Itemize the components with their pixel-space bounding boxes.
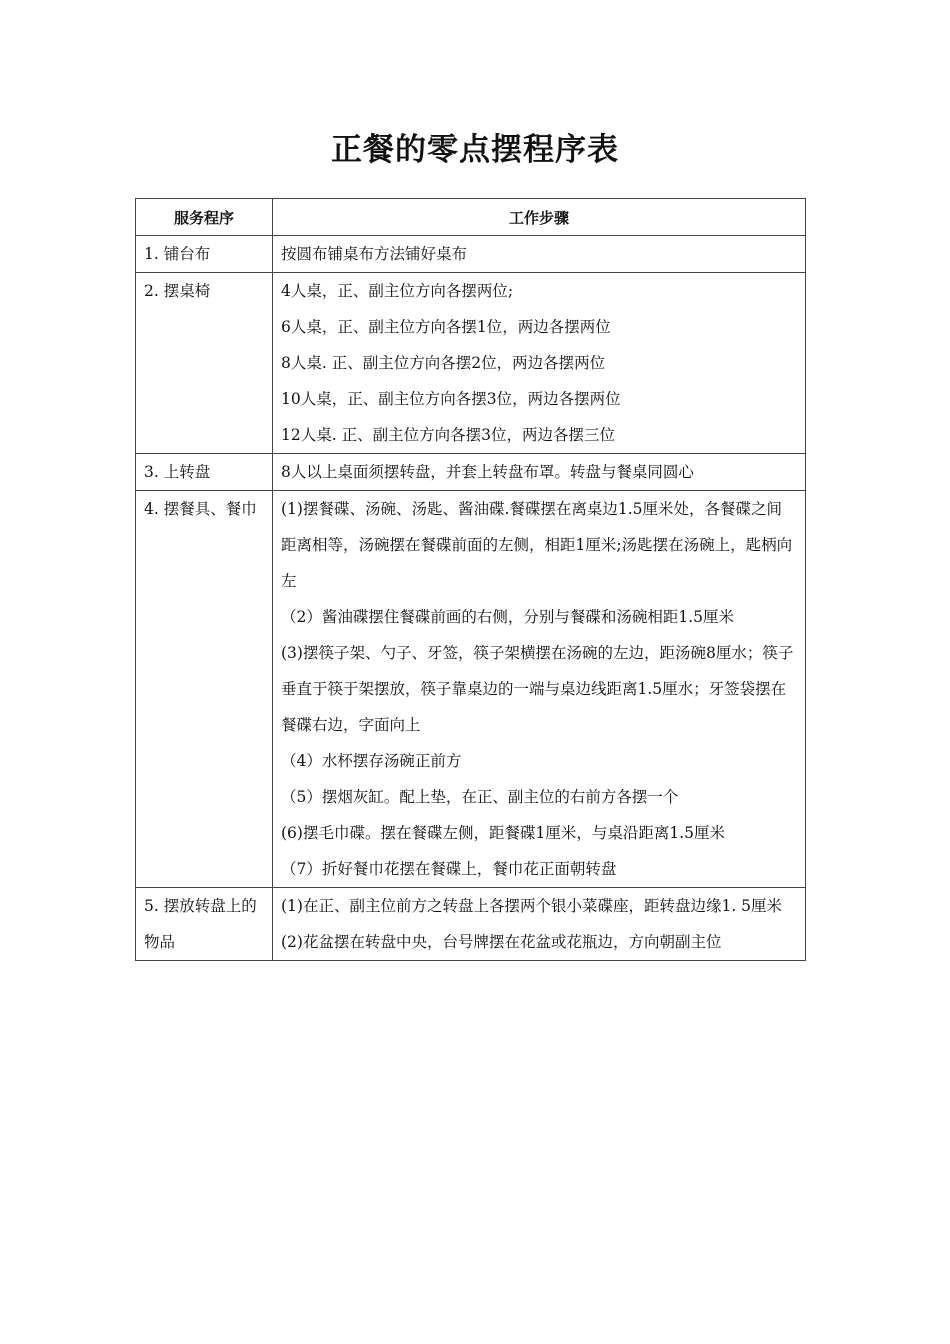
step-paragraph: (1)摆餐碟、汤碗、汤匙、酱油碟.餐碟摆在离桌边1.5厘米处，各餐碟之间距离相等，汤碗摆在餐碟前面的左侧，相距1厘米;汤匙摆在汤碗上，匙柄向左 [281,500,793,590]
step-line: 6人桌，正、副主位方向各摆1位，两边各摆两位 [281,318,611,336]
step-line: 按圆布铺桌布方法铺好桌布 [281,245,468,263]
procedure-table [135,198,806,961]
table-row [136,454,806,491]
step-paragraph: (3)摆筷子架、勺子、牙签，筷子架横摆在汤碗的左边，距汤碗8厘水；筷子垂直于筷于架摆放，筷子靠桌边的一端与桌边线距离1.5厘水；牙签袋摆在餐碟右边，字面向上 [281,644,794,734]
procedure-cell: 3. 上转盘 [136,454,273,491]
table-row [136,273,806,454]
step-paragraph: （7）折好餐巾花摆在餐碟上，餐巾花正面朝转盘 [281,860,617,878]
step-paragraph: (2)花盆摆在转盘中央，台号牌摆在花盆或花瓶边，方向朝副主位 [281,933,722,951]
step-line: 8人桌. 正、副主位方向各摆2位，两边各摆两位 [281,354,606,372]
procedure-cell: 4. 摆餐具、餐巾 [136,491,273,888]
header-steps: 工作步骤 [273,199,806,236]
step-paragraph: (6)摆毛巾碟。摆在餐碟左侧，距餐碟1厘米，与桌沿距离1.5厘米 [281,824,725,842]
table-row [136,491,806,888]
steps-cell [273,888,806,961]
step-line: 8人以上桌面须摆转盘，并套上转盘布罩。转盘与餐桌同圆心 [281,463,694,481]
table-row [136,236,806,273]
step-line: 4人桌，正、副主位方向各摆两位; [281,282,514,300]
steps-cell [273,491,806,888]
step-paragraph: （4）水杯摆存汤碗正前方 [281,752,462,770]
steps-cell [273,236,806,273]
step-paragraph: （2）酱油碟摆住餐碟前画的右侧，分别与餐碟和汤碗相距1.5厘米 [281,608,735,626]
step-paragraph: (1)在正、副主位前方之转盘上各摆两个银小菜碟座，距转盘边缘1. 5厘米 [281,897,783,915]
step-line: 12人桌. 正、副主位方向各摆3位，两边各摆三位 [281,426,615,444]
table-header-row [136,199,806,236]
step-line: 10人桌，正、副主位方向各摆3位，两边各摆两位 [281,390,621,408]
procedure-cell: 5. 摆放转盘上的物品 [136,888,273,961]
procedure-cell: 1. 铺台布 [136,236,273,273]
steps-cell [273,454,806,491]
table-row [136,888,806,961]
step-paragraph: （5）摆烟灰缸。配上垫，在正、副主位的右前方各摆一个 [281,788,679,806]
page-title: 正餐的零点摆程序表 [331,132,619,168]
procedure-cell: 2. 摆桌椅 [136,273,273,454]
header-procedure: 服务程序 [136,199,273,236]
steps-cell [273,273,806,454]
